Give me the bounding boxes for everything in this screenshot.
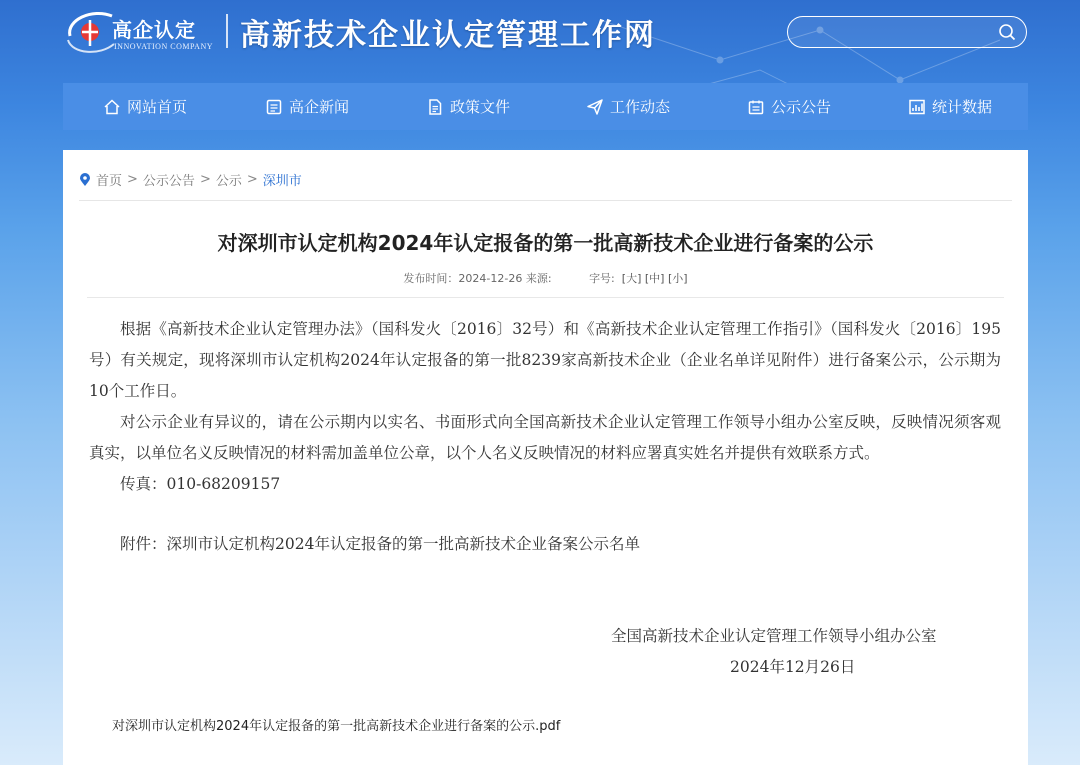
signature-org: 全国高新技术企业认定管理工作领导小组办公室 [611, 627, 937, 645]
chart-icon [908, 98, 926, 116]
breadcrumb-divider [79, 200, 1012, 201]
breadcrumb-publicity[interactable]: 公示 [215, 174, 242, 189]
news-icon [265, 98, 283, 116]
font-medium-button[interactable]: [中] [644, 272, 665, 285]
article-title: 对深圳市认定机构2024年认定报备的第一批高新技术企业进行备案的公示 [217, 231, 874, 255]
breadcrumb [79, 170, 302, 189]
nav-item-statistics[interactable] [908, 83, 992, 130]
logo-divider [226, 14, 228, 48]
announcement-icon [747, 98, 765, 116]
paragraph-2: 对公示企业有异议的，请在公示期内以实名、书面形式向全国高新技术企业认定管理工作领导小组办公室反映，反映情况须客观真实，以单位名义反映情况的材料需加盖单位公章，以个人名义反映情况的材料应署真实姓名并提供有效联系方式。 [89, 413, 1001, 462]
publish-date: 发布时间：2024-12-26 来源: [403, 272, 552, 285]
breadcrumb-current[interactable]: 深圳市 [262, 174, 302, 189]
breadcrumb-home[interactable]: 首页 [96, 174, 123, 189]
nav-item-label: 统计数据 [932, 98, 993, 116]
nav-item-home[interactable] [103, 83, 187, 130]
location-icon [79, 173, 91, 187]
nav-item-label: 政策文件 [450, 98, 511, 116]
search-box [787, 16, 1027, 48]
article-body [89, 314, 1001, 560]
document-icon [426, 98, 444, 116]
site-title: 高新技术企业认定管理工作网 [240, 18, 656, 53]
site-header [0, 0, 1080, 76]
meta-divider [87, 297, 1004, 298]
nav-item-label: 网站首页 [127, 98, 188, 116]
article-meta [63, 270, 1028, 286]
home-icon [103, 98, 121, 116]
search-input[interactable] [802, 21, 996, 45]
main-nav [63, 83, 1028, 130]
nav-item-dynamics[interactable] [586, 83, 670, 130]
nav-item-policy[interactable] [426, 83, 510, 130]
nav-item-announcement[interactable] [747, 83, 831, 130]
font-large-button[interactable]: [大] [621, 272, 642, 285]
logo-subtitle: INNOVATION COMPANY [114, 42, 214, 51]
attachment-line: 附件：深圳市认定机构2024年认定报备的第一批高新技术企业备案公示名单 [120, 535, 640, 553]
site-logo[interactable] [62, 6, 222, 58]
fax-line: 传真：010-68209157 [120, 475, 281, 493]
pdf-attachment-link[interactable]: 对深圳市认定机构2024年认定报备的第一批高新技术企业进行备案的公示.pdf [112, 719, 561, 734]
nav-item-label: 公示公告 [771, 98, 832, 116]
breadcrumb-announcement[interactable]: 公示公告 [142, 174, 195, 189]
send-icon [586, 98, 604, 116]
breadcrumb-separator: > [127, 172, 138, 187]
signature-date: 2024年12月26日 [730, 658, 856, 676]
breadcrumb-separator: > [199, 172, 211, 187]
search-icon[interactable] [998, 23, 1016, 41]
nav-item-label: 高企新闻 [289, 98, 350, 116]
nav-item-label: 工作动态 [610, 98, 671, 116]
breadcrumb-separator: > [246, 172, 258, 187]
nav-item-news[interactable] [265, 83, 349, 130]
content-panel [63, 150, 1028, 765]
font-small-button[interactable]: [小] [667, 272, 688, 285]
logo-text: 高企认定 [112, 18, 196, 42]
paragraph-1: 根据《高新技术企业认定管理办法》（国科发火〔2016〕32号）和《高新技术企业认定管理工作指引》（国科发火〔2016〕195号）有关规定，现将深圳市认定机构2024年认定报备的第一批8239家高新技术企业（企业名单详见附件）进行备案公示，公示期为10个工作日。 [89, 320, 1001, 400]
font-size-label: 字号: [589, 272, 615, 285]
